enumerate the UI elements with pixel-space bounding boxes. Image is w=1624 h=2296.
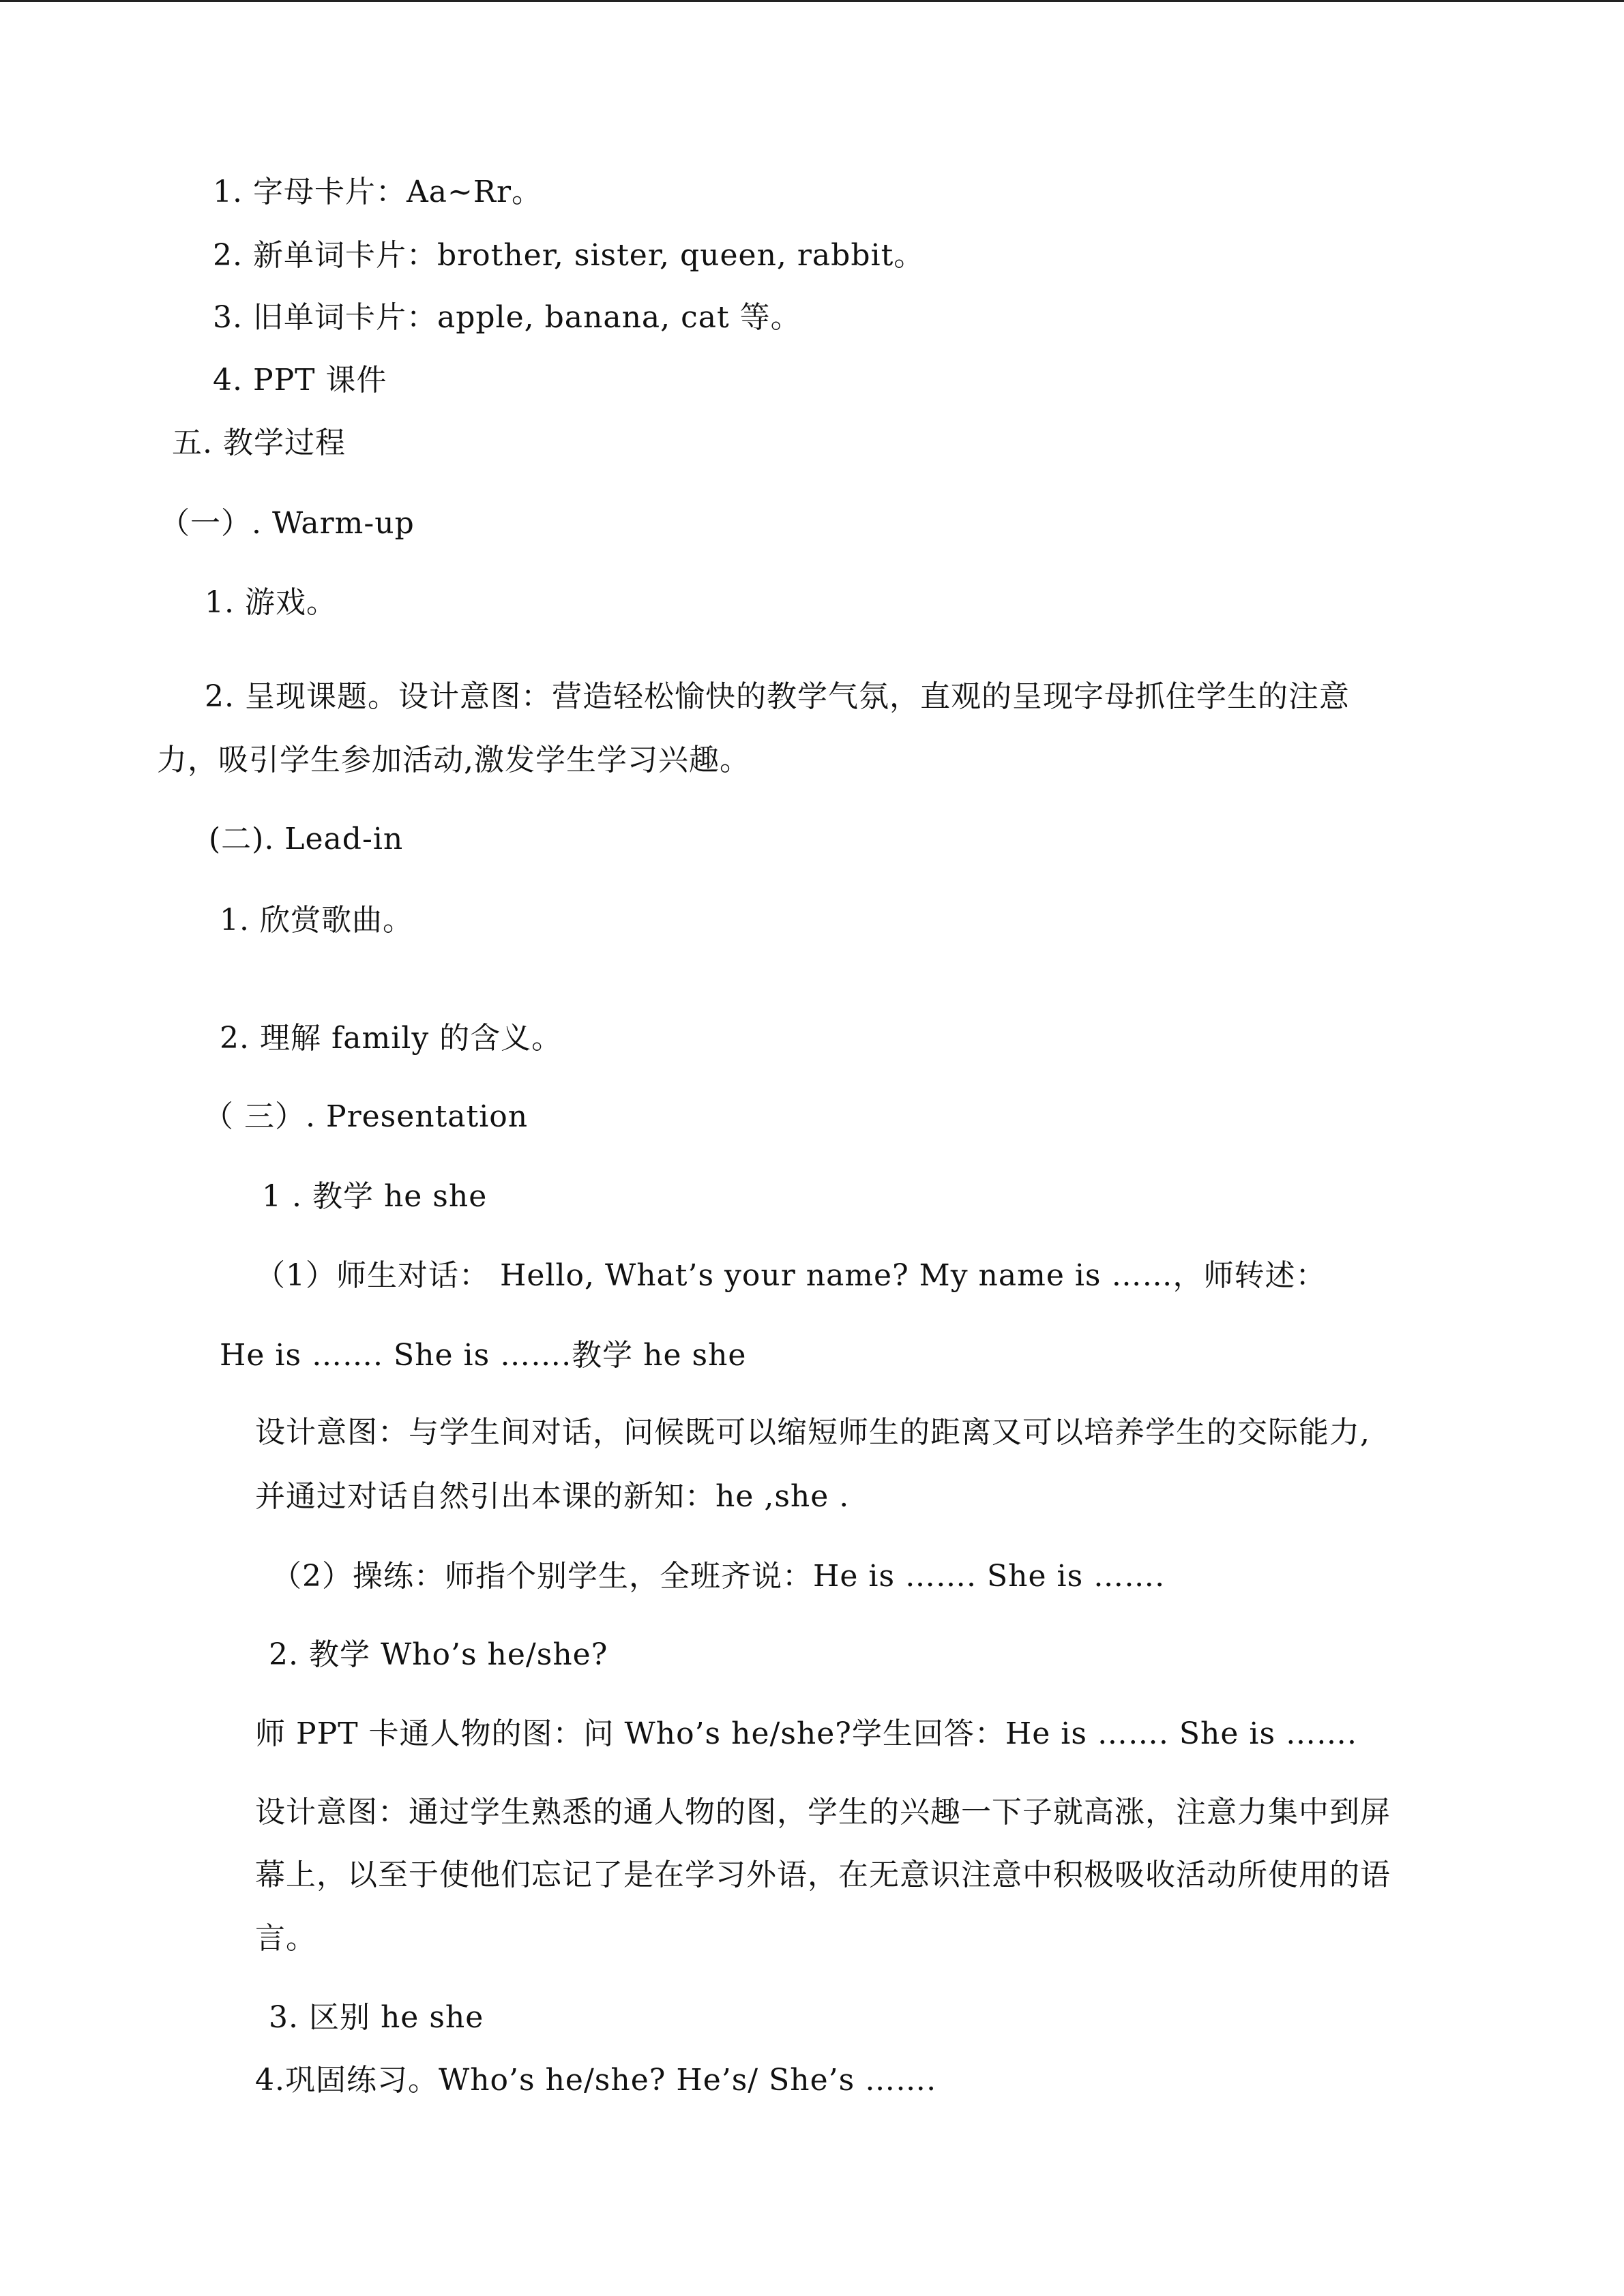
subsection-heading-warm-up: （一）. Warm-up [160,506,415,541]
presentation-practice: （2）操练：师指个别学生，全班齐说：He is ……. She is ……. [271,1559,1166,1594]
warm-up-item-topic: 2. 呈现课题。设计意图：营造轻松愉快的教学气氛，直观的呈现字母抓住学生的注意 [205,679,1350,714]
material-item-old-word-cards: 3. 旧单词卡片：apple, banana, cat 等。 [213,300,801,335]
presentation-item-distinguish: 3. 区别 he she [269,2000,484,2035]
subsection-heading-presentation: （ 三）. Presentation [203,1099,529,1134]
presentation-dialogue: （1）师生对话： Hello, What’s your name? My name is ……，师转述： [255,1258,1327,1293]
presentation-dialogue-continued: He is ……. She is …….教学 he she [220,1338,747,1373]
presentation-item-he-she: 1 . 教学 he she [262,1179,488,1214]
subsection-heading-lead-in: (二). Lead-in [209,822,404,856]
lead-in-item-song: 1. 欣赏歌曲。 [220,903,413,938]
material-item-new-word-cards: 2. 新单词卡片：brother, sister, queen, rabbit。 [213,238,925,273]
design-intent-dialogue: 设计意图：与学生间对话，问候既可以缩短师生的距离又可以培养学生的交际能力, [255,1415,1370,1450]
warm-up-item-topic-continued: 力，吸引学生参加活动,激发学生学习兴趣。 [157,743,750,777]
design-intent-dialogue-continued: 并通过对话自然引出本课的新知：he ,she . [255,1479,850,1514]
warm-up-item-game: 1. 游戏。 [205,585,337,620]
design-intent-cartoon: 设计意图：通过学生熟悉的通人物的图，学生的兴趣一下子就高涨，注意力集中到屏 [255,1795,1391,1830]
design-intent-cartoon-continued-1: 幕上，以至于使他们忘记了是在学习外语，在无意识注意中积极吸收活动所使用的语 [255,1858,1391,1892]
material-item-ppt: 4. PPT 课件 [213,363,387,398]
presentation-ppt-cartoon: 师 PPT 卡通人物的图：问 Who’s he/she?学生回答：He is ……. She is ……. [255,1716,1358,1751]
presentation-item-whos-he-she: 2. 教学 Who’s he/she? [269,1637,608,1672]
presentation-item-consolidation: 4.巩固练习。Who’s he/she? He’s/ She’s ……. [255,2063,937,2098]
top-border-rule [0,0,1624,2]
section-heading-teaching-process: 五. 教学过程 [172,426,346,460]
material-item-letter-cards: 1. 字母卡片：Aa~Rr。 [213,175,543,209]
design-intent-cartoon-continued-2: 言。 [255,1921,316,1956]
lead-in-item-family: 2. 理解 family 的含义。 [220,1021,563,1056]
